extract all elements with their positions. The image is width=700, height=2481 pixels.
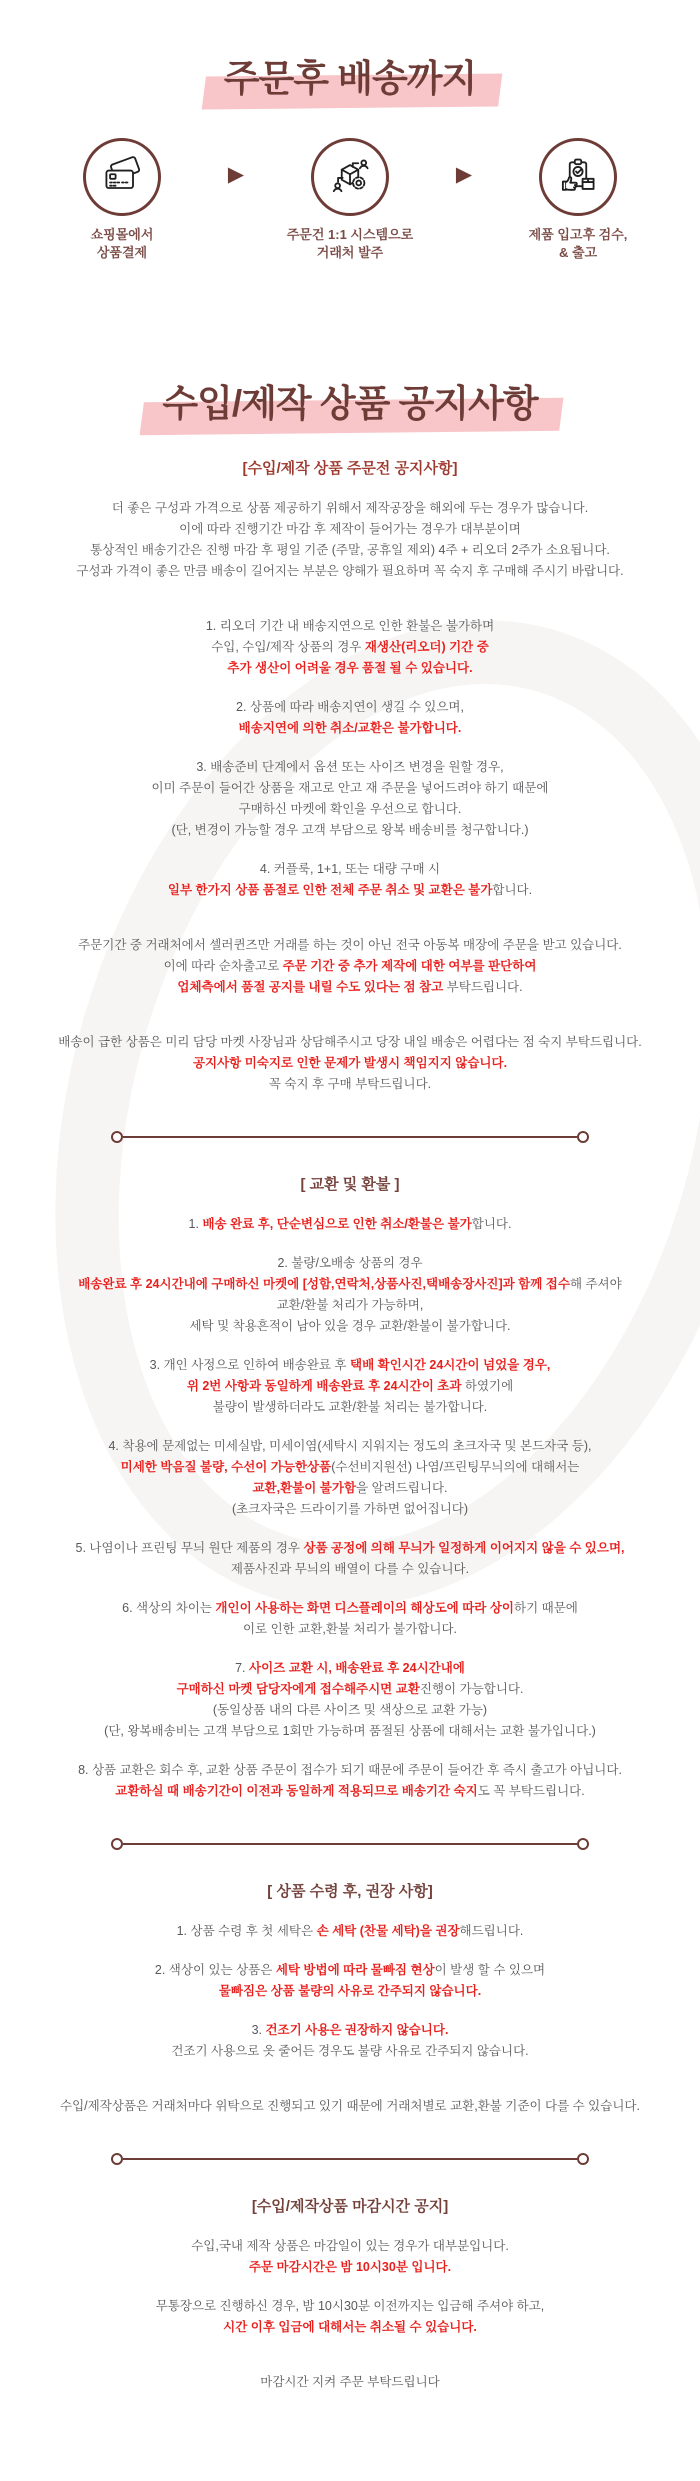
step-circle (83, 138, 161, 216)
section-body (0, 498, 700, 1095)
body-text: 4. 커플룩, 1+1, 또는 대량 구매 시 (259, 862, 441, 877)
body-text: 건조기 사용으로 옷 줄어든 경우도 불량 사유로 간주되지 않습니다. (171, 2044, 529, 2059)
body-text: 진행이 가능합니다. (419, 1682, 524, 1697)
emphasis-text: 위 2번 사항과 동일하게 배송완료 후 24시간이 초과 (186, 1379, 462, 1394)
body-text: 합니다. (492, 883, 533, 898)
step-label (38, 226, 206, 261)
body-text: 하기 때문에 (514, 1601, 578, 1616)
divider-line (123, 1136, 577, 1139)
page-title-order-to-delivery (0, 0, 700, 102)
body-text: 꼭 숙지 후 구매 부탁드립니다. (268, 1077, 432, 1092)
emphasis-text: 일부 한가지 상품 품절로 인한 전체 주문 취소 및 교환은 불가 (167, 883, 493, 898)
notice-paragraph (0, 2236, 700, 2278)
body-text: 이에 따라 순차출고로 (163, 959, 283, 974)
body-text: 3. 개인 사정으로 인하여 배송완료 후 (149, 1358, 350, 1373)
body-text: 합니다. (471, 1217, 512, 1232)
section-title: [ 상품 수령 후, 권장 사항] (267, 1883, 433, 1901)
body-text: 도 꼭 부탁드립니다. (477, 1784, 585, 1799)
section-title: [수입/제작상품 마감시간 공지] (251, 2198, 449, 2216)
section-pre-order-notice (0, 457, 700, 1095)
notice-paragraph (0, 1921, 700, 1942)
notice-paragraph (0, 1960, 700, 2002)
notice-paragraph (0, 1253, 700, 1337)
divider-dot (111, 1838, 123, 1850)
step-label-line1: 제품 입고후 검수, (528, 227, 628, 242)
notice-paragraph (0, 1032, 700, 1095)
emphasis-text: 물빠짐은 상품 불량의 사유로 간주되지 않습니다. (218, 1984, 482, 1999)
body-text: 무통장으로 진행하신 경우, 밤 10시30분 이전까지는 입금해 주셔야 하고, (155, 2299, 545, 2314)
emphasis-text: 공지사항 미숙지로 인한 문제가 발생시 책임지지 않습니다. (192, 1056, 508, 1071)
emphasis-text: 손 세탁 (찬물 세탁)을 권장 (316, 1924, 460, 1939)
emphasis-text: 재생산(리오더) 기간 중 (364, 640, 489, 655)
emphasis-text: 배송지연에 의한 취소/교환은 불가합니다. (238, 721, 462, 736)
highlighted-title-text: 주문후 배송까지 (216, 48, 484, 102)
section-exchange-refund (0, 1173, 700, 1802)
notice-paragraph (0, 859, 700, 901)
body-text: 수입,국내 제작 상품은 마감일이 있는 경우가 대부분입니다. (191, 2239, 509, 2254)
body-text: 배송이 급한 상품은 미리 담당 마켓 사장님과 상담해주시고 당장 내일 배송은 어렵다는 점 숙지 부탁드립니다. (58, 1035, 642, 1050)
divider-line (123, 1843, 577, 1846)
body-text: 3. (251, 2023, 266, 2038)
body-text: 이미 주문이 들어간 상품을 재고로 안고 재 주문을 넣어드려야 하기 때문에 (151, 781, 549, 796)
step-payment (38, 138, 206, 261)
emphasis-text: 주문 기간 중 추가 제작에 대한 여부를 판단하여 (282, 959, 537, 974)
body-text: 수입, 수입/제작 상품의 경우 (211, 640, 365, 655)
body-text: 5. 나염이나 프린팅 무늬 원단 제품의 경우 (75, 1541, 304, 1556)
body-text: 해 주셔야 (569, 1277, 622, 1292)
notice-paragraph (0, 498, 700, 582)
step-label-line2: 거래처 발주 (316, 244, 384, 260)
body-text: 7. (235, 1661, 250, 1676)
section-title: [수입/제작 상품 주문전 공지사항] (242, 460, 458, 478)
notice-paragraph (0, 1598, 700, 1640)
notice-paragraph (0, 1355, 700, 1418)
page-title-import-production-notice (0, 373, 700, 427)
body-text: 하였기에 (461, 1379, 514, 1394)
step-label-line2: 상품결제 (96, 244, 148, 260)
body-text: 1. (188, 1217, 203, 1232)
bottom-spacer (0, 2411, 700, 2481)
divider-line (123, 2158, 577, 2161)
section-divider (111, 1838, 589, 1850)
body-text: 구매하신 마켓에 확인을 우선으로 합니다. (238, 802, 462, 817)
body-text: 2. 색상이 있는 상품은 (154, 1963, 276, 1978)
notice-paragraph (0, 1658, 700, 1742)
credit-card-icon (100, 155, 144, 199)
body-text: 제품사진과 무늬의 배열이 다를 수 있습니다. (230, 1562, 470, 1577)
emphasis-text: 업체측에서 품절 공지를 내릴 수도 있다는 점 참고 (177, 980, 444, 995)
emphasis-text: 상품 공정에 의해 무늬가 일정하게 이어지지 않을 수 있으며, (303, 1541, 625, 1556)
highlighted-title-text: 수입/제작 상품 공지사항 (154, 373, 545, 427)
notice-paragraph (0, 1436, 700, 1520)
notice-paragraph (0, 2020, 700, 2062)
section-after-receipt (0, 1880, 700, 2117)
body-text: (단, 변경이 가능할 경우 고객 부담으로 왕복 배송비를 청구합니다.) (171, 823, 529, 838)
emphasis-text: 세탁 방법에 따라 물빠짐 현상 (275, 1963, 435, 1978)
body-text: 4. 착용에 문제없는 미세실밥, 미세이염(세탁시 지워지는 정도의 초크자국 및 본드자국 등), (108, 1439, 592, 1454)
emphasis-text: 교환,환불이 불가함 (252, 1481, 357, 1496)
body-text: (초크자국은 드라이기를 가하면 없어집니다) (231, 1502, 469, 1517)
notice-paragraph (0, 757, 700, 841)
emphasis-text: 택배 확인시간 24시간이 넘었을 경우, (350, 1358, 551, 1373)
body-text: 불량이 발생하더라도 교환/환불 처리는 불가합니다. (212, 1400, 488, 1415)
inspection-icon (556, 155, 600, 199)
emphasis-text: 배송완료 후 24시간내에 구매하신 마켓에 [성함,연락처,상품사진,택배송장사진]과 함께 접수 (78, 1277, 570, 1292)
divider-dot (577, 2153, 589, 2165)
body-text: 수입/제작상품은 거래처마다 위탁으로 진행되고 있기 때문에 거래처별로 교환,환불 기준이 다를 수 있습니다. (60, 2099, 640, 2114)
emphasis-text: 건조기 사용은 권장하지 않습니다. (265, 2023, 449, 2038)
body-text: 이에 따라 진행기간 마감 후 제작이 들어가는 경우가 대부분이며 (179, 522, 521, 537)
emphasis-text: 추가 생산이 어려울 경우 품절 될 수 있습니다. (227, 661, 473, 676)
notice-paragraph (0, 935, 700, 998)
body-text: 이로 인한 교환,환불 처리가 불가합니다. (242, 1622, 458, 1637)
body-text: 8. 상품 교환은 회수 후, 교환 상품 주문이 접수가 되기 때문에 주문이 들어간 후 즉시 출고가 아닙니다. (78, 1763, 622, 1778)
body-text: 을 알려드립니다. (356, 1481, 448, 1496)
step-inspection (494, 138, 662, 261)
order-system-icon (328, 155, 372, 199)
notice-paragraph (0, 2372, 700, 2393)
notice-paragraph (0, 1760, 700, 1802)
step-label (494, 226, 662, 261)
emphasis-text: 시간 이후 입금에 대해서는 취소될 수 있습니다. (223, 2320, 477, 2335)
emphasis-text: 교환하실 때 배송기간이 이전과 동일하게 적용되므로 배송기간 숙지 (115, 1784, 478, 1799)
body-text: 세탁 및 착용흔적이 남아 있을 경우 교환/환불이 불가합니다. (189, 1319, 511, 1334)
body-text: 1. 리오더 기간 내 배송지연으로 인한 환불은 불가하며 (205, 619, 495, 634)
delivery-process-steps (0, 138, 700, 261)
section-body (0, 2236, 700, 2393)
body-text: 부탁드립니다. (443, 980, 523, 995)
body-text: 주문기간 중 거래처에서 셀러퀸즈만 거래를 하는 것이 아닌 전국 아동복 매장에 주문을 받고 있습니다. (78, 938, 622, 953)
notice-paragraph (0, 2296, 700, 2338)
step-circle (539, 138, 617, 216)
body-text: 마감시간 지켜 주문 부탁드립니다 (260, 2375, 440, 2390)
notice-paragraph (0, 697, 700, 739)
section-deadline-notice (0, 2195, 700, 2393)
body-text: 2. 불량/오배송 상품의 경우 (277, 1256, 423, 1271)
body-text: 2. 상품에 따라 배송지연이 생길 수 있으며, (236, 700, 464, 715)
divider-dot (577, 1838, 589, 1850)
arrow-right-icon: ▶ (227, 163, 245, 186)
emphasis-text: 개인이 사용하는 화면 디스플레이의 해상도에 따라 상이 (215, 1601, 514, 1616)
step-circle (311, 138, 389, 216)
step-order-system (266, 138, 434, 261)
section-divider (111, 1131, 589, 1143)
divider-dot (111, 2153, 123, 2165)
emphasis-text: 미세한 박음질 불량, 수선이 가능한상품 (120, 1460, 332, 1475)
step-label-line1: 주문건 1:1 시스템으로 (286, 227, 414, 242)
notice-paragraph (0, 616, 700, 679)
section-title: [ 교환 및 환불 ] (300, 1176, 400, 1194)
emphasis-text: 사이즈 교환 시, 배송완료 후 24시간내에 (249, 1661, 465, 1676)
emphasis-text: 주문 마감시간은 밤 10시30분 입니다. (248, 2260, 452, 2275)
body-text: 3. 배송준비 단계에서 옵션 또는 사이즈 변경을 원할 경우, (196, 760, 504, 775)
body-text: (단, 왕복배송비는 고객 부담으로 1회만 가능하며 품절된 상품에 대해서는 교환 불가입니다.) (104, 1724, 596, 1739)
body-text: (수선비지원선) 나염/프린팅무늬의에 대해서는 (331, 1460, 580, 1475)
body-text: 이 발생 할 수 있으며 (434, 1963, 546, 1978)
body-text: 6. 색상의 차이는 (122, 1601, 216, 1616)
step-label (266, 226, 434, 261)
body-text: 통상적인 배송기간은 진행 마감 후 평일 기준 (주말, 공휴일 제외) 4주 + 리오더 2주가 소요됩니다. (90, 543, 610, 558)
body-text: (동일상품 내의 다른 사이즈 및 색상으로 교환 가능) (212, 1703, 488, 1718)
body-text: 1. 상품 수령 후 첫 세탁은 (176, 1924, 317, 1939)
divider-dot (577, 1131, 589, 1143)
body-text: 더 좋은 구성과 가격으로 상품 제공하기 위해서 제작공장을 해외에 두는 경우가 많습니다. (111, 501, 589, 516)
notice-paragraph (0, 2096, 700, 2117)
step-label-line1: 쇼핑몰에서 (90, 227, 154, 242)
emphasis-text: 배송 완료 후, 단순변심으로 인한 취소/환불은 불가 (202, 1217, 472, 1232)
notice-paragraph (0, 1214, 700, 1235)
arrow-right-icon: ▶ (455, 163, 473, 186)
section-body (0, 1921, 700, 2117)
body-text: 구성과 가격이 좋은 만큼 배송이 길어지는 부분은 양해가 필요하며 꼭 숙지 후 구매해 주시기 바랍니다. (76, 564, 624, 579)
step-label-line2: & 출고 (558, 244, 598, 260)
section-body (0, 1214, 700, 1802)
emphasis-text: 구매하신 마켓 담당자에게 접수해주시면 교환 (176, 1682, 420, 1697)
body-text: 해드립니다. (459, 1924, 524, 1939)
section-divider (111, 2153, 589, 2165)
body-text: 교환/환불 처리가 가능하며, (276, 1298, 424, 1313)
divider-dot (111, 1131, 123, 1143)
notice-paragraph (0, 1538, 700, 1580)
